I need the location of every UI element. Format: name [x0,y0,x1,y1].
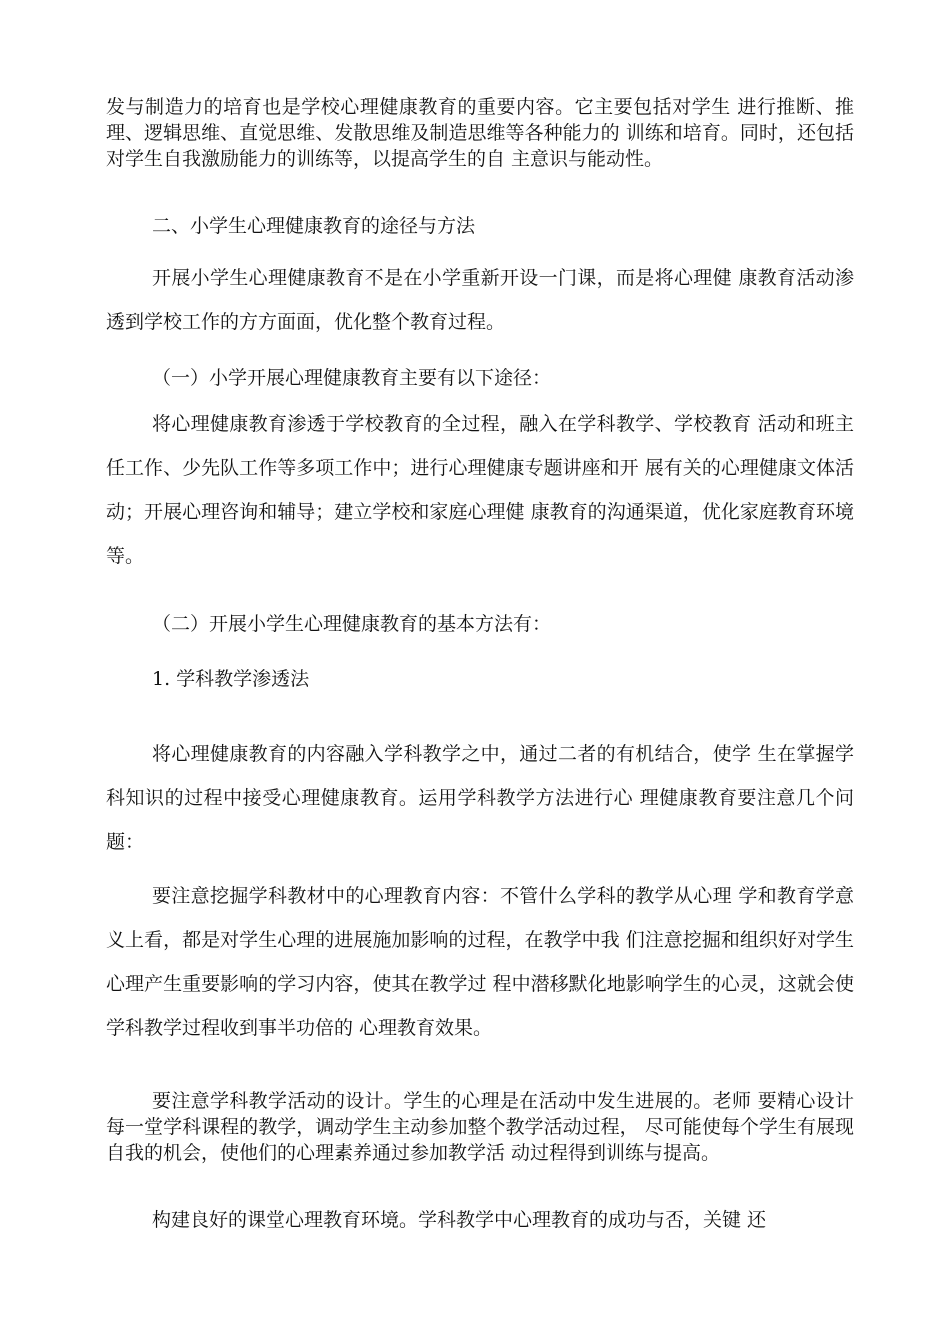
paragraph-classroom-environment: 构建良好的课堂心理教育环境。学科教学中心理教育的成功与否，关键 还 [152,1209,767,1231]
paragraph-approaches-list: 将心理健康教育渗透于学校教育的全过程，融入在学科教学、学校教育 活动和班主任工作、少先队工作等多项工作中；进行心理健康专题讲座和开 展有关的心理健康文体活动；开展心理咨询和辅导；建立学校和家庭心理健 康教育的沟通渠道，优化家庭教育环境等。 [106,413,854,567]
paragraph-activity-design: 要注意学科教学活动的设计。学生的心理是在活动中发生进展的。老师 要精心设计每一堂学科课程的教学，调动学生主动参加整个教学活动过程， 尽可能使每个学生有展现自我的机会，使他们的心理素养通过参加教学活 动过程得到训练与提高。 [106,1090,854,1164]
paragraph-creativity: 发与制造力的培育也是学校心理健康教育的重要内容。它主要包括对学生 进行推断、推理、逻辑思维、直觉思维、发散思维及制造思维等各种能力的 训练和培育。同时，还包括对学生自我激励能力的训练等，以提高学生的自 主意识与能动性。 [106,96,854,170]
method-title-subject-teaching: 1. 学科教学渗透法 [152,668,310,690]
subheading-approaches: （一）小学开展心理健康教育主要有以下途径： [152,367,552,389]
subheading-methods: （二）开展小学生心理健康教育的基本方法有： [152,613,552,635]
section-heading-approaches: 二、小学生心理健康教育的途径与方法 [152,215,476,237]
paragraph-textbook-content: 要注意挖掘学科教材中的心理教育内容：不管什么学科的教学从心理 学和教育学意义上看，都是对学生心理的进展施加影响的过程，在教学中我 们注意挖掘和组织好对学生心理产生重要影响的学习内容，使其在教学过 程中潜移默化地影响学生的心灵，这就会使学科教学过程收到事半功倍的 心理教育效果。 [106,885,854,1039]
paragraph-subject-teaching: 将心理健康教育的内容融入学科教学之中，通过二者的有机结合，使学 生在掌握学科知识的过程中接受心理健康教育。运用学科教学方法进行心 理健康教育要注意几个问题： [106,743,854,853]
paragraph-intro: 开展小学生心理健康教育不是在小学重新开设一门课，而是将心理健 康教育活动渗透到学校工作的方方面面，优化整个教育过程。 [106,267,854,333]
